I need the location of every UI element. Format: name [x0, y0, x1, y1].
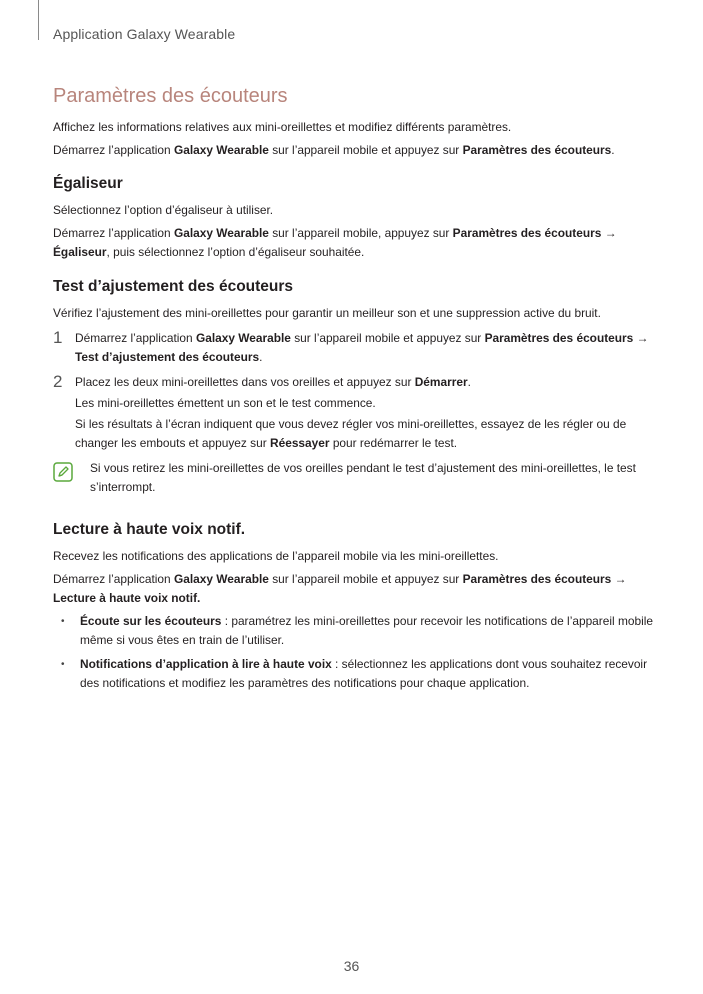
arrow: →: [611, 572, 627, 586]
equalizer-paragraph-2: Démarrez l’application Galaxy Wearable sur l’appareil mobile, appuyez sur Paramètres des écouteurs → Égaliseur, puis sélectionnez l’option d’égaliseur souhaitée.: [53, 226, 617, 259]
page-number: 36: [343, 958, 360, 974]
page-title: Paramètres des écouteurs: [53, 85, 288, 107]
header-title: Application Galaxy Wearable: [53, 26, 236, 42]
option-term: Notifications d’application à lire à haute voix: [80, 657, 332, 671]
header-rule: [38, 0, 39, 40]
start-label: Démarrer: [414, 375, 468, 389]
pencil-note-icon: [53, 462, 73, 482]
menu-label: Paramètres des écouteurs: [462, 572, 612, 586]
menu-item: Égaliseur: [53, 245, 107, 259]
bullet-mark: •: [61, 616, 65, 627]
retry-label: Réessayer: [270, 436, 330, 450]
app-name: Galaxy Wearable: [173, 226, 269, 240]
app-name: Galaxy Wearable: [173, 143, 269, 157]
app-name: Galaxy Wearable: [173, 572, 269, 586]
step-1-text: Démarrez l’application Galaxy Wearable sur l’appareil mobile et appuyez sur Paramètres des écouteurs → Test d’ajustement des écouteurs.: [75, 331, 649, 364]
read-aloud-paragraph-2: Démarrez l’application Galaxy Wearable sur l’appareil mobile et appuyez sur Paramètres des écouteurs → Lecture à haute voix notif.: [53, 572, 627, 605]
step-number: 1: [53, 328, 63, 347]
section-title-read-aloud: Lecture à haute voix notif.: [53, 521, 246, 538]
bullet-mark: •: [61, 659, 65, 670]
menu-label: Paramètres des écouteurs: [462, 143, 612, 157]
step-2-line-3: Si les résultats à l’écran indiquent que vous devez régler vos mini-oreillettes, essayez de les régler ou de changer les embouts et appuyez sur Réessayer pour redémarrer le test.: [75, 417, 627, 450]
step-1: [53, 329, 653, 367]
note-box: [53, 459, 653, 497]
menu-item: Lecture à haute voix notif.: [53, 591, 201, 605]
menu-label: Paramètres des écouteurs: [484, 331, 634, 345]
option-term: Écoute sur les écouteurs: [80, 614, 222, 628]
section-title-fit-test: Test d’ajustement des écouteurs: [53, 278, 294, 295]
list-item: • Notifications d’application à lire à haute voix : sélectionnez les applications dont vous souhaitez recevoir des notifications et modifiez les paramètres des notifications pour chaque application.: [61, 657, 648, 690]
intro-paragraph-2: Démarrez l’application Galaxy Wearable sur l’appareil mobile et appuyez sur Paramètres des écouteurs.: [53, 143, 615, 157]
fit-test-paragraph-1: Vérifiez l’ajustement des mini-oreillettes pour garantir un meilleur son et une suppression active du bruit.: [53, 306, 601, 320]
menu-item: Test d’ajustement des écouteurs: [75, 350, 260, 364]
read-aloud-paragraph-1: Recevez les notifications des applications de l’appareil mobile via les mini-oreillettes.: [53, 549, 499, 563]
arrow: →: [633, 331, 649, 345]
section-title-equalizer: Égaliseur: [53, 175, 123, 192]
step-2-line-2: Les mini-oreillettes émettent un son et le test commence.: [75, 396, 376, 410]
step-number: 2: [53, 372, 63, 391]
app-name: Galaxy Wearable: [195, 331, 291, 345]
step-2-text: Placez les deux mini-oreillettes dans vos oreilles et appuyez sur Démarrer.: [75, 375, 471, 389]
intro-paragraph-1: Affichez les informations relatives aux mini-oreillettes et modifiez différents paramètres.: [53, 120, 512, 134]
page-content: [53, 82, 653, 698]
equalizer-paragraph-1: Sélectionnez l’option d’égaliseur à utiliser.: [53, 203, 274, 217]
arrow: →: [601, 226, 617, 240]
options-list: [53, 612, 653, 693]
list-item: • Écoute sur les écouteurs : paramétrez les mini-oreillettes pour recevoir les notifications de l’appareil mobile même si vous êtes en train de l’utiliser.: [61, 614, 653, 647]
menu-label: Paramètres des écouteurs: [452, 226, 602, 240]
step-2: [53, 373, 653, 453]
note-text: Si vous retirez les mini-oreillettes de vos oreilles pendant le test d’ajustement des mini-oreillettes, le test s’interrompt.: [90, 461, 636, 494]
